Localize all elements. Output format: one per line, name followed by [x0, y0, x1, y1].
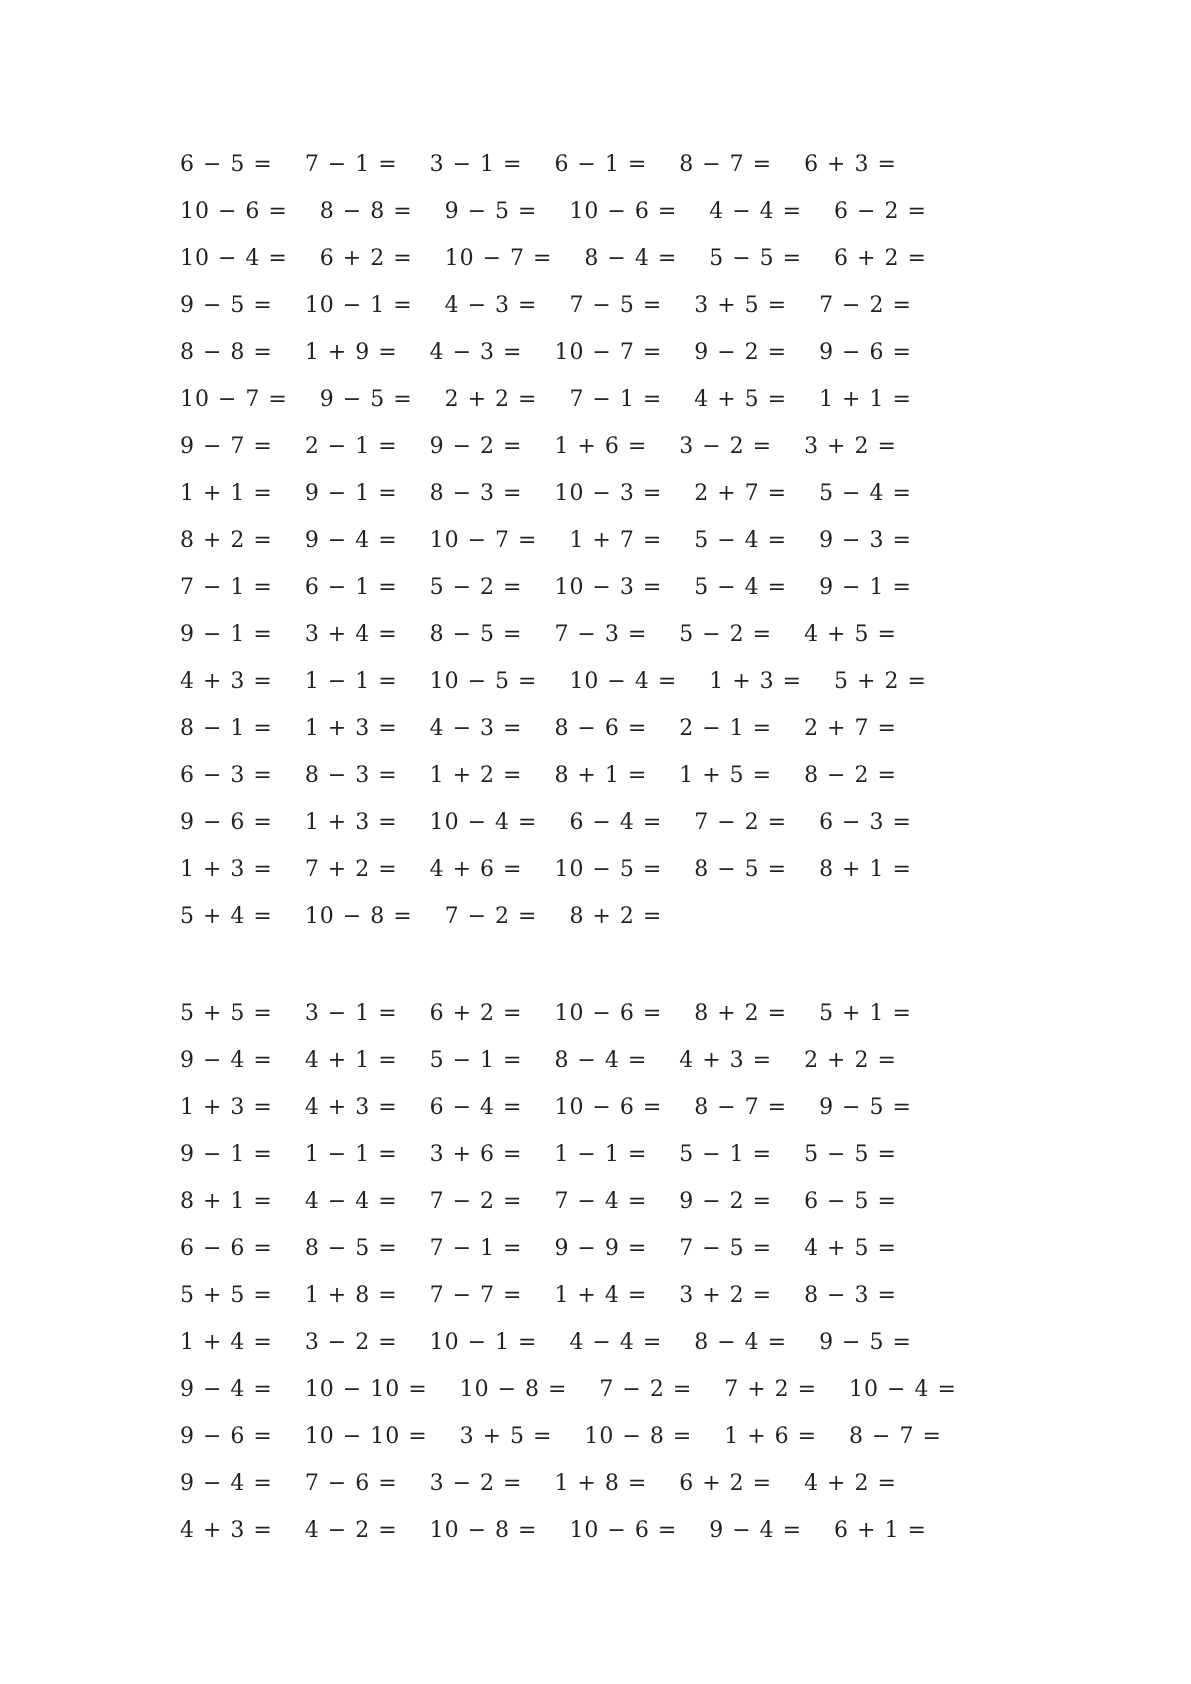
problem-row: 9 − 1 = 1 − 1 = 3 + 6 = 1 − 1 = 5 − 1 = 5 − 5 =: [180, 1142, 897, 1167]
problem-row: 1 + 1 = 9 − 1 = 8 − 3 = 10 − 3 = 2 + 7 = 5 − 4 =: [180, 481, 912, 506]
problem-set-1: [180, 148, 927, 947]
problem-row: 1 + 3 = 7 + 2 = 4 + 6 = 10 − 5 = 8 − 5 = 8 + 1 =: [180, 857, 912, 882]
problem-row: 6 − 3 = 8 − 3 = 1 + 2 = 8 + 1 = 1 + 5 = 8 − 2 =: [180, 763, 897, 788]
problem-row: 6 − 6 = 8 − 5 = 7 − 1 = 9 − 9 = 7 − 5 = 4 + 5 =: [180, 1236, 897, 1261]
problem-row: 9 − 5 = 10 − 1 = 4 − 3 = 7 − 5 = 3 + 5 = 7 − 2 =: [180, 293, 912, 318]
problem-row: 10 − 6 = 8 − 8 = 9 − 5 = 10 − 6 = 4 − 4 = 6 − 2 =: [180, 199, 927, 224]
problem-row: 8 + 1 = 4 − 4 = 7 − 2 = 7 − 4 = 9 − 2 = 6 − 5 =: [180, 1189, 897, 1214]
problem-row: 9 − 1 = 3 + 4 = 8 − 5 = 7 − 3 = 5 − 2 = 4 + 5 =: [180, 622, 897, 647]
problem-row: 9 − 4 = 10 − 10 = 10 − 8 = 7 − 2 = 7 + 2 = 10 − 4 =: [180, 1377, 957, 1402]
problem-row: 8 − 1 = 1 + 3 = 4 − 3 = 8 − 6 = 2 − 1 = 2 + 7 =: [180, 716, 897, 741]
problem-row: 9 − 6 = 10 − 10 = 3 + 5 = 10 − 8 = 1 + 6 = 8 − 7 =: [180, 1424, 942, 1449]
problem-row: 9 − 4 = 7 − 6 = 3 − 2 = 1 + 8 = 6 + 2 = 4 + 2 =: [180, 1471, 897, 1496]
problem-row: 4 + 3 = 1 − 1 = 10 − 5 = 10 − 4 = 1 + 3 = 5 + 2 =: [180, 669, 927, 694]
problem-row: 10 − 7 = 9 − 5 = 2 + 2 = 7 − 1 = 4 + 5 = 1 + 1 =: [180, 387, 912, 412]
problem-set-2: [180, 997, 957, 1561]
problem-row: 4 + 3 = 4 − 2 = 10 − 8 = 10 − 6 = 9 − 4 = 6 + 1 =: [180, 1518, 927, 1543]
problem-row: 5 + 5 = 3 − 1 = 6 + 2 = 10 − 6 = 8 + 2 = 5 + 1 =: [180, 1001, 912, 1026]
problem-row: 8 − 8 = 1 + 9 = 4 − 3 = 10 − 7 = 9 − 2 = 9 − 6 =: [180, 340, 912, 365]
problem-row: 1 + 3 = 4 + 3 = 6 − 4 = 10 − 6 = 8 − 7 = 9 − 5 =: [180, 1095, 912, 1120]
problem-row: 1 + 4 = 3 − 2 = 10 − 1 = 4 − 4 = 8 − 4 = 9 − 5 =: [180, 1330, 912, 1355]
problem-row: 7 − 1 = 6 − 1 = 5 − 2 = 10 − 3 = 5 − 4 = 9 − 1 =: [180, 575, 912, 600]
problem-row: 9 − 4 = 4 + 1 = 5 − 1 = 8 − 4 = 4 + 3 = 2 + 2 =: [180, 1048, 897, 1073]
problem-row: 9 − 6 = 1 + 3 = 10 − 4 = 6 − 4 = 7 − 2 = 6 − 3 =: [180, 810, 912, 835]
problem-row: 5 + 5 = 1 + 8 = 7 − 7 = 1 + 4 = 3 + 2 = 8 − 3 =: [180, 1283, 897, 1308]
problem-row: 5 + 4 = 10 − 8 = 7 − 2 = 8 + 2 =: [180, 904, 663, 929]
problem-row: 9 − 7 = 2 − 1 = 9 − 2 = 1 + 6 = 3 − 2 = 3 + 2 =: [180, 434, 897, 459]
problem-row: 8 + 2 = 9 − 4 = 10 − 7 = 1 + 7 = 5 − 4 = 9 − 3 =: [180, 528, 912, 553]
problem-row: 6 − 5 = 7 − 1 = 3 − 1 = 6 − 1 = 8 − 7 = 6 + 3 =: [180, 152, 897, 177]
problem-row: 10 − 4 = 6 + 2 = 10 − 7 = 8 − 4 = 5 − 5 = 6 + 2 =: [180, 246, 927, 271]
